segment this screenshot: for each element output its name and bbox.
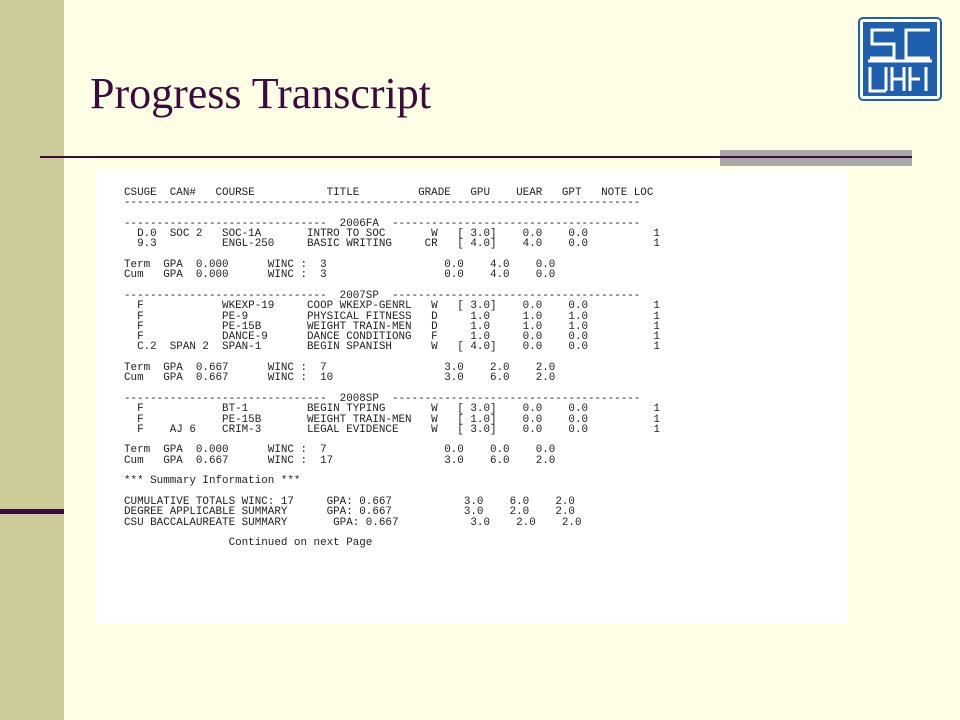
continued-note: Continued on next Page bbox=[124, 537, 373, 550]
left-sidebar-bar bbox=[0, 0, 64, 720]
title-rule-accent bbox=[720, 150, 912, 166]
term-divider-2007sp: ------------------------------- 2007SP -------------------------------------- bbox=[124, 289, 641, 302]
title-rule-accent-line bbox=[720, 156, 912, 158]
course-row: F AJ 6 CRIM-3 LEGAL EVIDENCE W [ 3.0] 0.0 0.0 1 bbox=[124, 423, 660, 436]
cum-gpa-row: Cum GPA 0.667 WINC : 17 3.0 6.0 2.0 bbox=[124, 454, 556, 467]
cum-gpa-row: Cum GPA 0.000 WINC : 3 0.0 4.0 0.0 bbox=[124, 269, 556, 282]
course-row: F PE-9 PHYSICAL FITNESS D 1.0 1.0 1.0 1 bbox=[124, 310, 660, 323]
term-gpa-row: Term GPA 0.667 WINC : 7 3.0 2.0 2.0 bbox=[124, 362, 556, 375]
course-row: F WKEXP-19 COOP WKEXP-GENRL W [ 3.0] 0.0 0.0 1 bbox=[124, 300, 660, 313]
course-row: F DANCE-9 DANCE CONDITIONG F 1.0 0.0 0.0 1 bbox=[124, 331, 660, 344]
course-row: F BT-1 BEGIN TYPING W [ 3.0] 0.0 0.0 1 bbox=[124, 403, 660, 416]
transcript-document bbox=[124, 188, 660, 548]
term-divider-2008sp: ------------------------------- 2008SP -------------------------------------- bbox=[124, 392, 641, 405]
sidebar-accent-mark bbox=[0, 509, 64, 514]
course-row: D.0 SOC 2 SOC-1A INTRO TO SOC W [ 3.0] 0.0 0.0 1 bbox=[124, 228, 660, 241]
transcript-header-rule: ------------------------------------------------------------------------------- bbox=[124, 197, 641, 210]
cum-gpa-row: Cum GPA 0.667 WINC : 10 3.0 6.0 2.0 bbox=[124, 372, 556, 385]
course-row: F PE-15B WEIGHT TRAIN-MEN D 1.0 1.0 1.0 1 bbox=[124, 320, 660, 333]
transcript-header: CSUGE CAN# COURSE TITLE GRADE GPU UEAR GPT NOTE LOC bbox=[124, 187, 654, 199]
summary-row: CSU BACCALAUREATE SUMMARY GPA: 0.667 3.0 2.0 2.0 bbox=[124, 516, 582, 529]
term-divider-2006fa: ------------------------------- 2006FA -------------------------------------- bbox=[124, 217, 641, 230]
course-row: 9.3 ENGL-250 BASIC WRITING CR [ 4.0] 4.0 0.0 1 bbox=[124, 238, 660, 251]
term-gpa-row: Term GPA 0.000 WINC : 7 0.0 0.0 0.0 bbox=[124, 444, 556, 457]
summary-row: CUMULATIVE TOTALS WINC: 17 GPA: 0.667 3.0 6.0 2.0 bbox=[124, 495, 575, 508]
term-gpa-row: Term GPA 0.000 WINC : 3 0.0 4.0 0.0 bbox=[124, 259, 556, 272]
transcript-scan bbox=[96, 170, 848, 624]
course-row: F PE-15B WEIGHT TRAIN-MEN W [ 1.0] 0.0 0.0 1 bbox=[124, 413, 660, 426]
course-row: C.2 SPAN 2 SPAN-1 BEGIN SPANISH W [ 4.0] 0.0 0.0 1 bbox=[124, 341, 660, 354]
school-logo-sc-icon bbox=[858, 17, 942, 101]
summary-row: DEGREE APPLICABLE SUMMARY GPA: 0.667 3.0 2.0 2.0 bbox=[124, 506, 575, 519]
summary-title: *** Summary Information *** bbox=[124, 475, 301, 488]
slide-title: Progress Transcript bbox=[90, 69, 432, 118]
